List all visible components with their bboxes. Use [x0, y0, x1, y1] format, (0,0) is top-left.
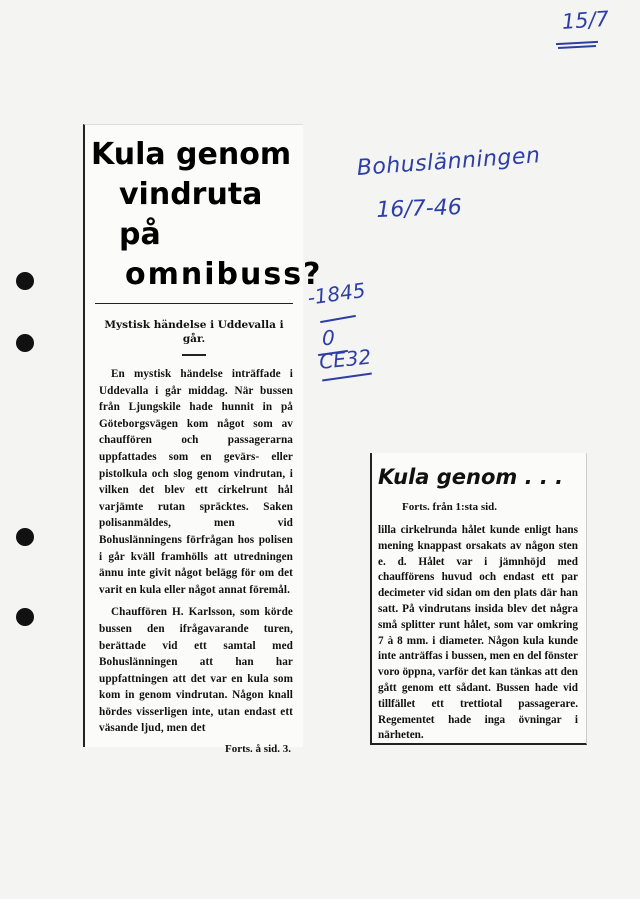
handwritten-page-date: 15/7: [561, 6, 610, 34]
divider: [182, 354, 206, 356]
newspaper-clipping-main: [83, 124, 323, 756]
clipping-headline: Kula genom vindruta på omnibuss?: [91, 137, 323, 292]
continuation-headline: Kula genom . . .: [378, 465, 564, 489]
handwritten-underline: [320, 315, 356, 323]
continuation-body: lilla cirkelrunda hålet kunde enligt hans mening knappast orsakats av någon sten e. d. Hålet var i jämnhöjd med chaufförens huvud och endast ett par decimeter vid sidan om den plats där han satt. På vindrutans insida blev det några små splitter runt hålet, som var omkring 7 à 8 mm. i diameter. Någon kula kunde inte anträffas i bussen, men en del fönster voro öppna, varför det kan tänkas att den gått genom ett sådant. Bussen hade vid tillfället ett trettiotal passagerare. Regementet hade inga övningar i närheten.: [378, 524, 578, 742]
paragraph: Chauffören H. Karlsson, som körde bussen den ifrågavarande turen, berättade vid ett samtal med Bohuslänningen att han har uppfattningen att det var en kula som kom in genom vindrutan. Någon knall hördes visserligen inte, utan endast ett väsande ljud, men det: [99, 606, 293, 735]
punch-hole: [16, 528, 34, 546]
handwritten-code: 0: [322, 326, 335, 350]
clipping-body: [99, 366, 293, 737]
punch-hole: [16, 272, 34, 290]
handwritten-newspaper-date: 16/7-46: [376, 195, 463, 223]
punch-hole: [16, 608, 34, 626]
clipping-subheadline: Mystisk händelse i Uddevalla i går.: [104, 319, 284, 345]
handwritten-archive-code: CE32: [318, 344, 373, 374]
continued-note: Forts. å sid. 3.: [225, 743, 291, 756]
punch-hole: [16, 334, 34, 352]
handwritten-underline: [558, 45, 596, 49]
newspaper-clipping-continuation: [370, 453, 587, 745]
continued-from-note: Forts. från 1:sta sid.: [402, 501, 498, 513]
handwritten-newspaper-name: Bohuslänningen: [356, 143, 542, 181]
handwritten-time-code: -1845: [306, 277, 367, 310]
divider: [95, 303, 293, 304]
handwritten-underline: [322, 373, 372, 382]
paragraph: En mystisk händelse inträffade i Uddevalla i går middag. När bussen från Ljungskile hade hunnit in på Göteborgsvägen kom något som av chauffören och passagerarna uppfattades som en gevärs- eller pistolkula och slog genom vindrutan, i vilken det blev ett cirkelrunt hål varjämte rutan sprācktes. Saken polisanmäldes, men vid Bohuslänningens förfrågan hos polisen i går kväll framhölls att utredningen ännu inte givit något belägg för om det varit en kula eller något annat föremål.: [99, 368, 293, 596]
